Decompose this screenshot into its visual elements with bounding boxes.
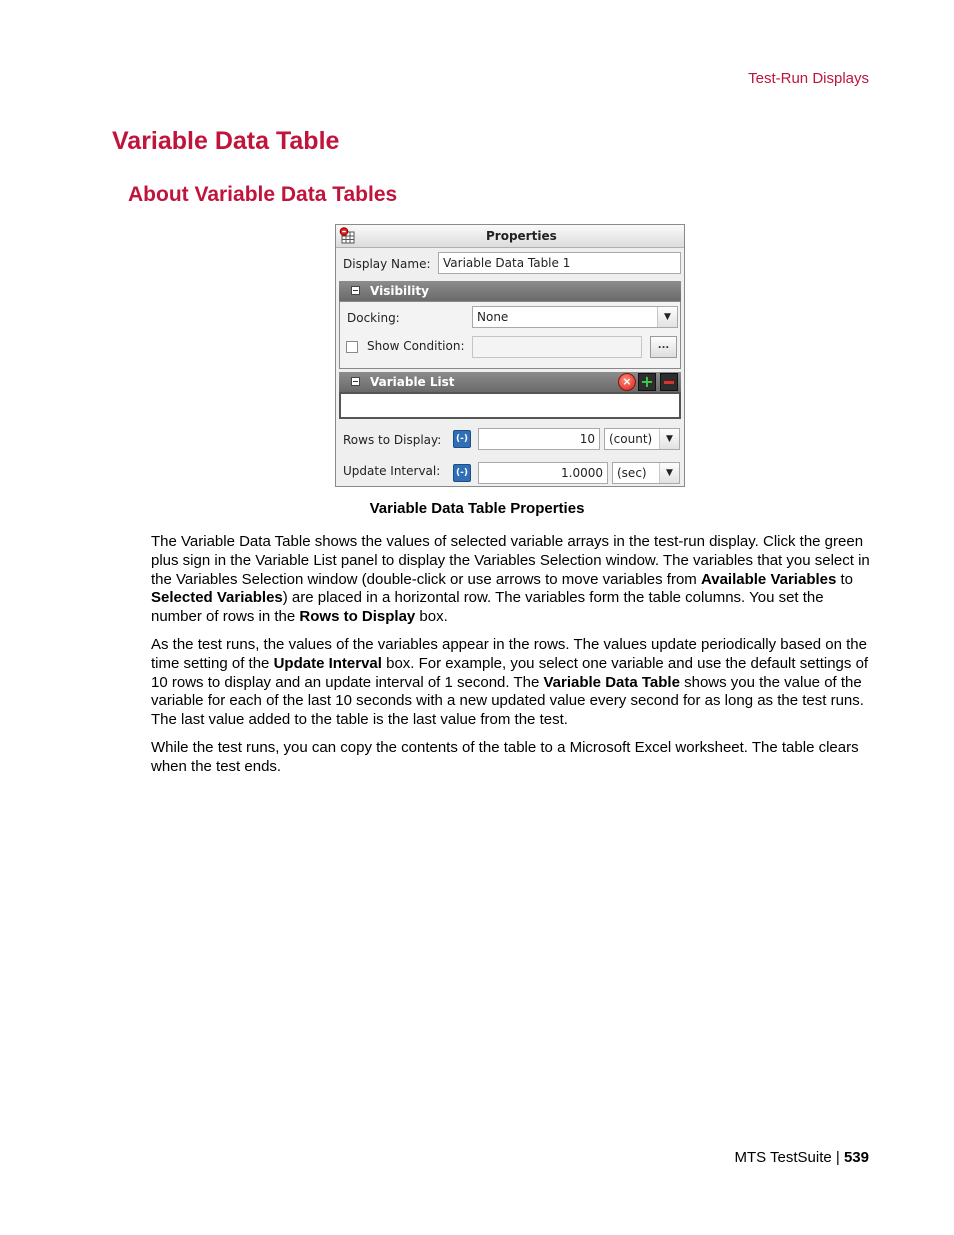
display-name-input[interactable]: Variable Data Table 1 — [438, 252, 681, 274]
table-properties-icon — [339, 227, 356, 244]
variable-link-icon[interactable]: (-) — [453, 464, 471, 482]
delete-variable-icon[interactable] — [660, 373, 678, 391]
variable-list-box[interactable] — [339, 392, 681, 419]
docking-label: Docking: — [347, 311, 400, 325]
show-condition-checkbox[interactable] — [346, 341, 358, 353]
bold-term: Selected Variables — [151, 589, 283, 607]
interval-unit-value: (sec) — [617, 466, 647, 480]
chevron-down-icon[interactable]: ▼ — [659, 429, 679, 449]
visibility-section-header[interactable] — [339, 281, 681, 301]
variable-list-section-header[interactable] — [339, 372, 681, 392]
page-number: 539 — [843, 1149, 869, 1166]
rows-to-display-input[interactable]: 10 — [478, 428, 600, 450]
paragraph: While the test runs, you can copy the contents of the table to a Microsoft Excel worksheet. The table clears when the test ends. — [151, 738, 859, 775]
running-header: Test-Run Displays — [748, 70, 869, 87]
chevron-down-icon[interactable]: ▼ — [659, 463, 679, 483]
properties-title-bar — [336, 225, 684, 248]
docking-select[interactable] — [472, 306, 678, 328]
page-footer — [734, 1149, 869, 1166]
interval-unit-select[interactable] — [612, 462, 680, 484]
paragraph: The Variable Data Table shows the values of selected variable arrays in the test-run display. Click the green plus sign in the Variable List panel to display the Variables Selection window. The variables that you select in the Variables Selection window (double-click or use arrows to move variables from Available Variables to Selected Variables) are placed in a horizontal row. The variables form the table columns. You set the number of rows in the Rows to Display box. — [151, 533, 870, 626]
variable-list-section-label: Variable List — [370, 375, 455, 389]
docking-select-value: None — [477, 310, 509, 324]
rows-unit-select[interactable] — [604, 428, 680, 450]
show-condition-input[interactable] — [472, 336, 642, 358]
add-variable-icon[interactable]: + — [638, 373, 656, 391]
rows-to-display-label: Rows to Display: — [343, 433, 442, 447]
display-name-label: Display Name: — [343, 257, 431, 271]
bold-term: Update Interval — [273, 654, 382, 672]
page-title: Variable Data Table — [112, 127, 340, 155]
footer-product: MTS TestSuite — [734, 1149, 832, 1166]
bold-term: Available Variables — [700, 570, 837, 588]
visibility-section-label: Visibility — [370, 284, 429, 298]
collapse-icon[interactable] — [351, 286, 360, 295]
update-interval-label: Update Interval: — [343, 464, 441, 478]
paragraph: As the test runs, the values of the variables appear in the rows. The values update periodically based on the time setting of the Update Interval box. For example, you select one variable and use the default settings of 10 rows to display and an update interval of 1 second. The Variable Data Table shows you the value of the variable for each of the last 10 seconds with a new updated value every second for as long as the test runs. The last value added to the table is the last value from the test. — [151, 635, 869, 729]
variable-link-icon[interactable]: (-) — [453, 430, 471, 448]
collapse-icon[interactable] — [351, 377, 360, 386]
chevron-down-icon[interactable]: ▼ — [657, 307, 677, 327]
show-condition-ellipsis-button[interactable]: ... — [650, 336, 677, 358]
figure-caption: Variable Data Table Properties — [369, 500, 585, 517]
remove-variable-icon[interactable]: × — [618, 373, 636, 391]
bold-term: Rows to Display — [299, 608, 416, 626]
show-condition-label: Show Condition: — [367, 339, 465, 353]
rows-unit-value: (count) — [609, 432, 653, 446]
footer-separator: | — [831, 1149, 844, 1166]
update-interval-input[interactable]: 1.0000 — [478, 462, 608, 484]
body-text — [151, 533, 871, 786]
properties-panel-figure — [335, 224, 685, 487]
bold-term: Variable Data Table — [543, 673, 680, 691]
section-heading: About Variable Data Tables — [128, 183, 398, 206]
visibility-section-body — [339, 301, 681, 369]
properties-title: Properties — [486, 229, 557, 243]
